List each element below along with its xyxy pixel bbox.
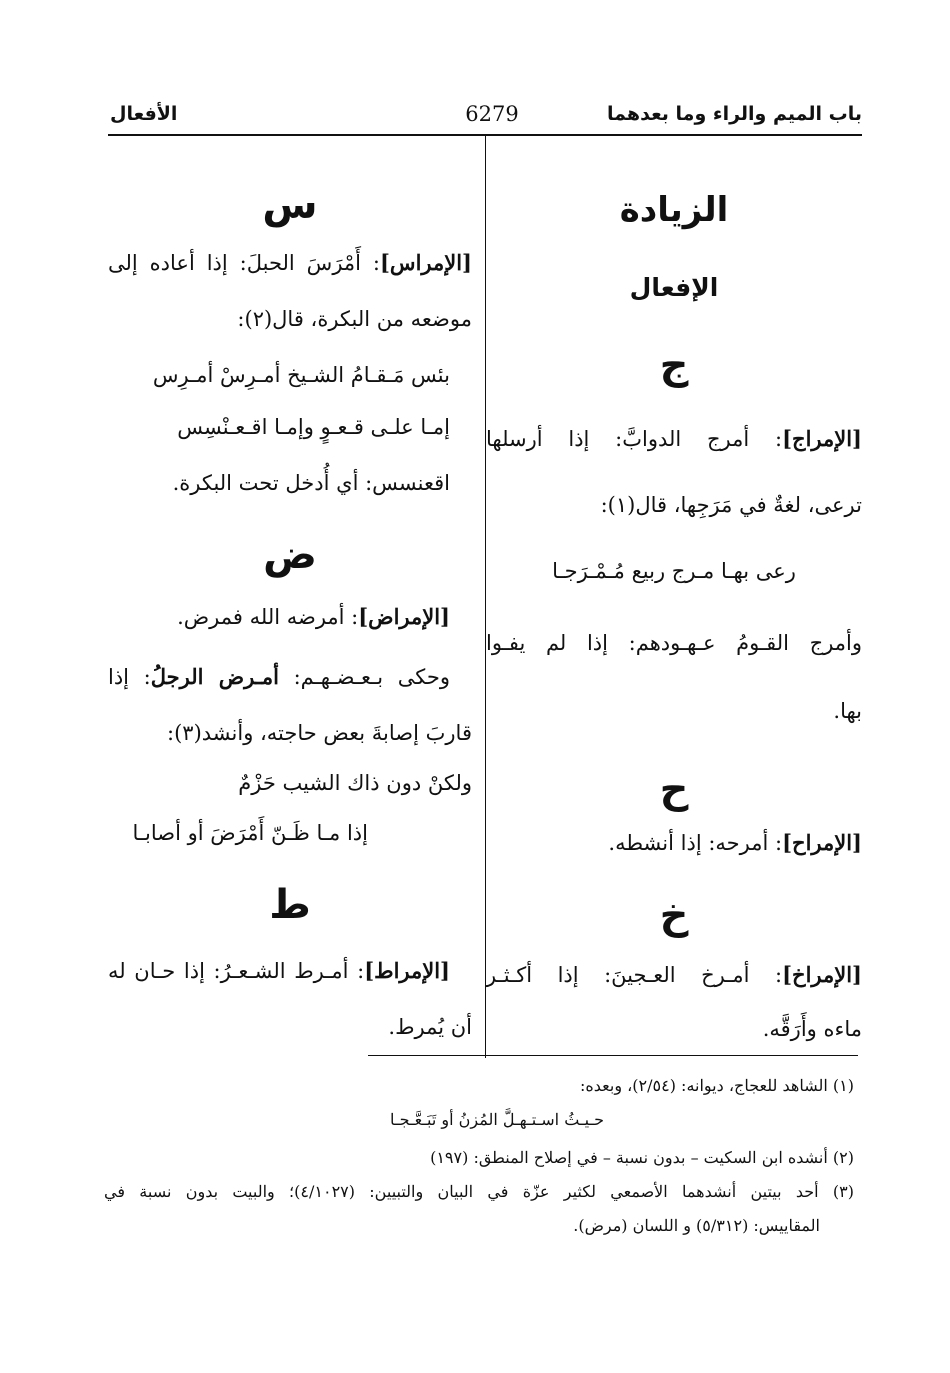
footnote-1: (١) الشاهد للعجاج، ديوانه: (٢/٥٤)، وبعده: xyxy=(579,1076,854,1095)
entry-text: : أمـرخ العـجينَ: إذا أكـثـر xyxy=(486,963,783,987)
heading-ziyada: الزيادة xyxy=(619,190,729,230)
section-title: الأفعال xyxy=(110,103,178,125)
entry-imrakh-line-2: ماءه وأَرَقَّه. xyxy=(762,1017,862,1041)
page-number: 6279 xyxy=(465,102,519,126)
entry-imrah xyxy=(486,826,862,860)
entry-term-amrad: أمـرض الرجلُ xyxy=(150,664,279,689)
letter-heading-ha: ح xyxy=(659,766,689,812)
entry-text: : أَمْرَسَ الحبلَ: إذا أعاده إلى xyxy=(108,251,380,275)
entry-term-imrakh: [الإمراخ] xyxy=(782,962,862,987)
entry-imrad-line-2 xyxy=(108,660,450,694)
footnote-3-line-1: (٣) أحد بيتين أنشدهما الأصمعي لكثير عزّة في البيان والتبيين: (٤/١٠٢٧)؛ والبيت بدون نسبة في xyxy=(104,1182,854,1201)
entry-term-imraj: [الإمراج] xyxy=(782,426,862,451)
chapter-title: باب الميم والراء وما بعدهما xyxy=(607,103,862,125)
entry-text: : أمرحه: إذا أنشطه. xyxy=(608,831,783,855)
entry-imraj-line-4: بها. xyxy=(833,699,862,723)
letter-heading-jim: ج xyxy=(659,342,689,388)
verse-imrad-2: إذا مـا ظَـنّ أَمْرَضَ أو أصابـا xyxy=(132,821,368,845)
footnote-1-verse: حـيـثُ اسـتـهـلَّ المُزنُ أو تَبَـعَّـجـا xyxy=(390,1110,604,1129)
entry-imrakh-line-1 xyxy=(486,958,862,992)
entry-imraj-line-2: ترعى، لغةٌ في مَرَجِها، قال(١): xyxy=(600,493,862,517)
left-column xyxy=(108,0,472,1373)
footnote-2: (٢) أنشده ابن السكيت – بدون نسبة – في إصلاح المنطق: (١٩٧) xyxy=(430,1148,854,1167)
entry-imras-line-1 xyxy=(108,246,472,280)
entry-imrat-line-1 xyxy=(108,954,450,988)
entry-imrad-line-3: قاربَ إصابةَ بعض حاجته، وأنشد(٣): xyxy=(167,721,472,745)
entry-term-imrat: [الإمراط] xyxy=(364,958,450,983)
entry-term-imrad: [الإمراض] xyxy=(358,604,450,629)
heading-ifal: الإفعال xyxy=(629,273,719,302)
entry-text: : أمرضه الله فمرض. xyxy=(177,605,359,629)
verse-imras-1: بئس مَـقـامُ الشـيخ أمـرِسْ أمـرِس xyxy=(152,363,450,387)
verse-imrad-1: ولكنْ دون ذاك الشيب حَزْمٌ xyxy=(238,771,472,795)
footnote-rule xyxy=(368,1055,858,1056)
letter-heading-kha: خ xyxy=(659,892,689,938)
entry-text: : أمرج الدوابَّ: إذا أرسلها xyxy=(486,427,783,451)
letter-heading-sin: س xyxy=(262,182,318,228)
entry-imrad-line-1 xyxy=(108,600,450,634)
verse-imras-2: إمـا علـى قـعـوٍ وإمـا اقـعـنْسِس xyxy=(177,415,450,439)
entry-term-imras: [الإمراس] xyxy=(380,250,472,275)
entry-imrat-line-2: أن يُمرط. xyxy=(388,1015,472,1039)
entry-imras-line-3: اقعنسس: أي أُدخل تحت البكرة. xyxy=(172,471,450,495)
entry-imraj-line-3: وأمرج القـومُ عـهـودهم: إذا لم يفـوا xyxy=(486,631,862,655)
entry-text: : أمـرط الشـعـرُ: إذا حـان له xyxy=(108,959,365,983)
letter-heading-dad: ض xyxy=(263,532,317,578)
entry-imraj-line-1 xyxy=(486,422,862,456)
entry-text: : إذا xyxy=(108,665,151,689)
letter-heading-ta: ط xyxy=(269,882,311,928)
entry-term-imrah: [الإمراح] xyxy=(782,830,862,855)
verse-imraj: رعى بهـا مـرج ربيع مُـمْـرَجـا xyxy=(552,559,796,583)
entry-text: وحكى بـعـضـهـم: xyxy=(278,665,450,689)
entry-imras-line-2: موضعه من البكرة، قال(٢): xyxy=(237,307,472,331)
footnote-3-line-2: المقاييس: (٥/٣١٢) و اللسان (مرض). xyxy=(573,1216,820,1235)
